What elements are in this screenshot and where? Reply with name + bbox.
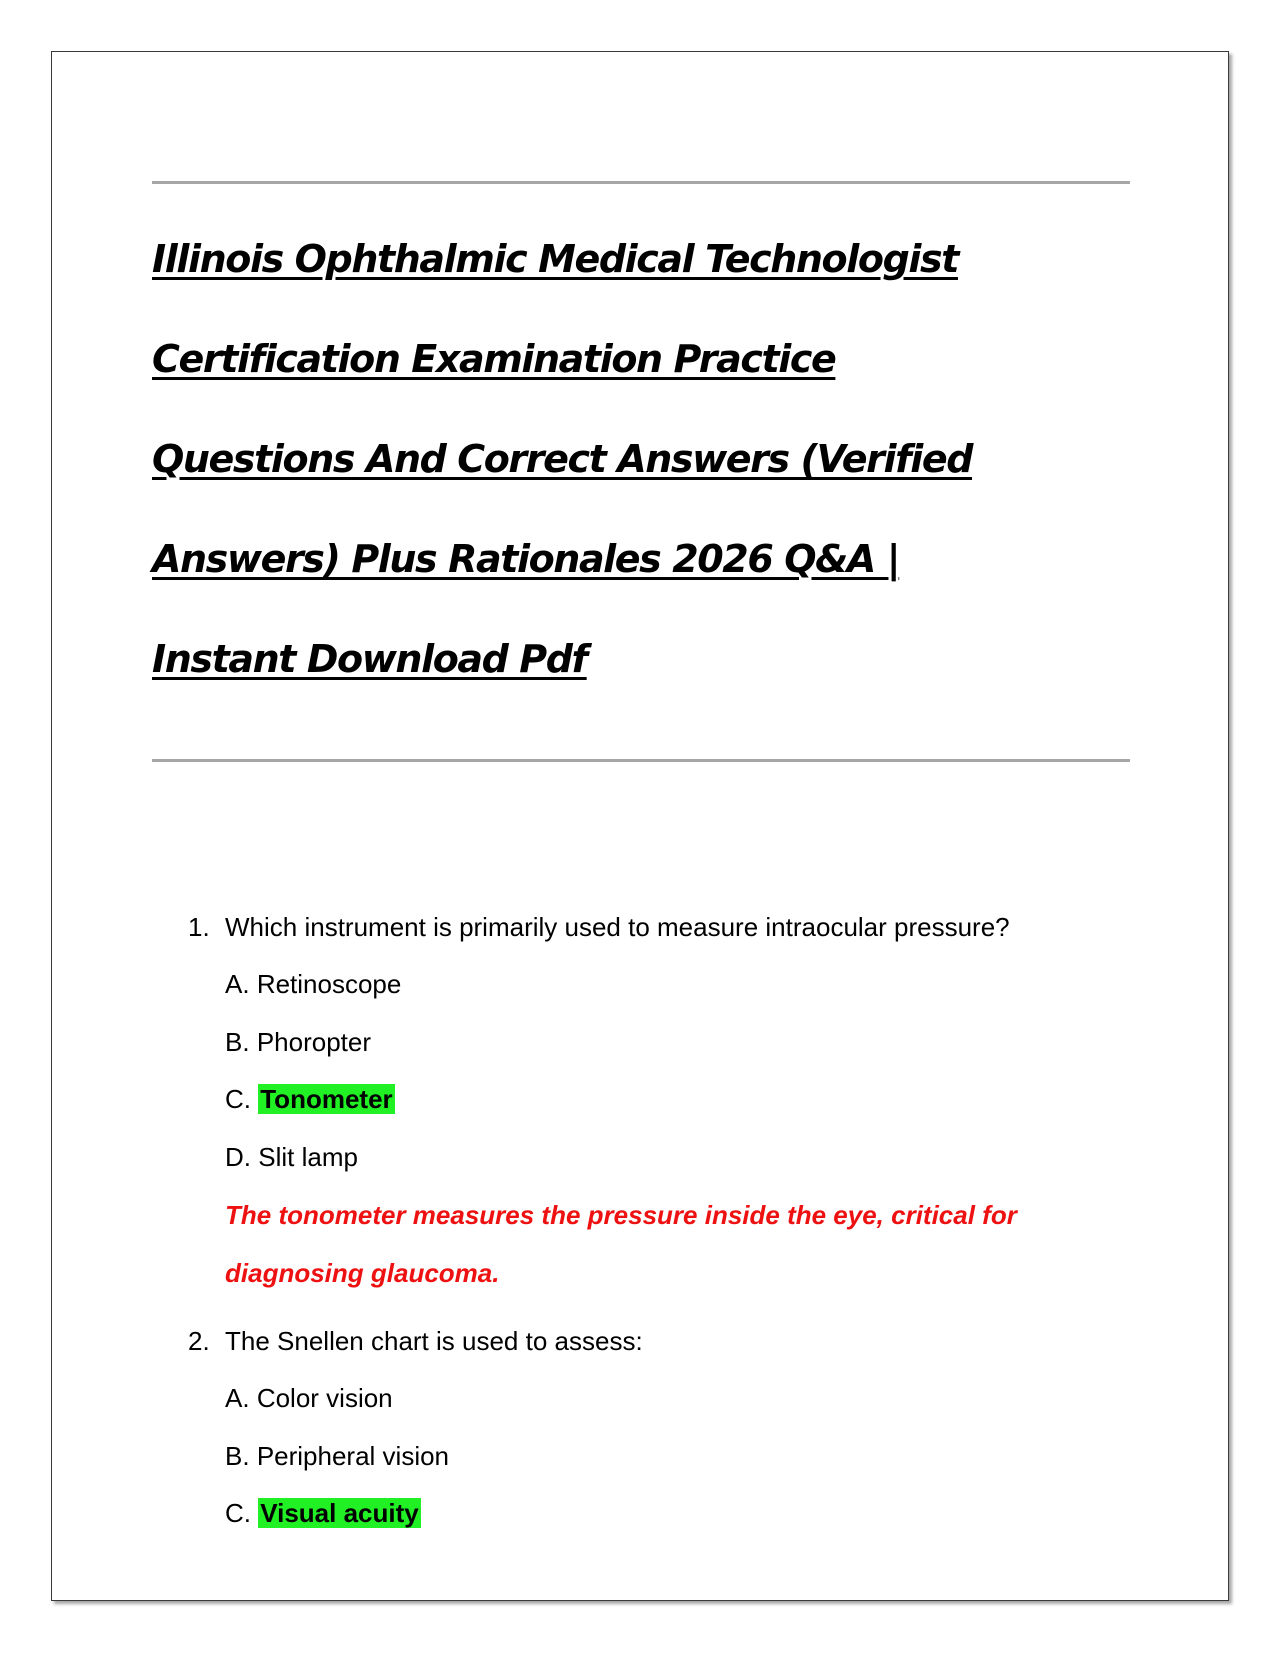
option-d: D. Slit lamp bbox=[225, 1141, 358, 1172]
question-text: The Snellen chart is used to assess: bbox=[225, 1326, 643, 1356]
option-b: B. Peripheral vision bbox=[225, 1440, 450, 1471]
option-b: B. Phoropter bbox=[225, 1026, 371, 1057]
document-page bbox=[51, 51, 1229, 1601]
question-text: Which instrument is primarily used to measure intraocular pressure? bbox=[225, 912, 1010, 942]
title-line: Certification Examination Practice bbox=[152, 337, 836, 381]
correct-answer-highlight: Tonometer bbox=[260, 1084, 393, 1114]
question-number: 1. bbox=[188, 912, 210, 942]
top-divider bbox=[152, 181, 1130, 184]
title-line: Illinois Ophthalmic Medical Technologist bbox=[152, 237, 958, 281]
title-line: Instant Download Pdf bbox=[152, 637, 587, 681]
document-title bbox=[152, 209, 1152, 709]
option-c: C. Tonometer bbox=[225, 1084, 393, 1114]
rationale-text: The tonometer measures the pressure inside the eye, critical for diagnosing glaucoma. bbox=[225, 1200, 1017, 1288]
title-line: Answers) Plus Rationales 2026 Q&A | bbox=[152, 537, 900, 581]
question-number: 2. bbox=[188, 1326, 210, 1356]
correct-answer-highlight: Visual acuity bbox=[260, 1498, 419, 1528]
question-2 bbox=[188, 1312, 1148, 1543]
option-a: A. Color vision bbox=[225, 1383, 393, 1413]
question-list bbox=[188, 898, 1148, 1543]
option-a: A. Retinoscope bbox=[225, 969, 402, 999]
bottom-divider bbox=[152, 759, 1130, 762]
question-1 bbox=[188, 898, 1148, 1302]
option-c: C. Visual acuity bbox=[225, 1498, 419, 1528]
title-line: Questions And Correct Answers (Verified bbox=[152, 437, 973, 481]
